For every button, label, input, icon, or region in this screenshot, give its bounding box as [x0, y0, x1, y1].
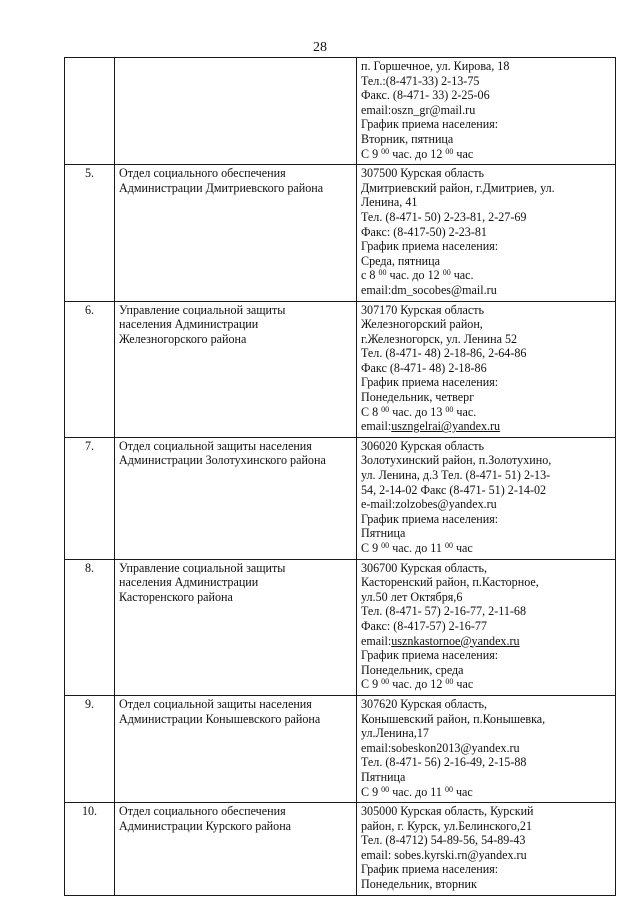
contact-text: С 9 [361, 677, 382, 692]
contact-text: email:dm_socobes@mail.ru [361, 282, 497, 297]
contact-text: 306700 Курская область, [361, 560, 488, 575]
contact-line [361, 361, 611, 376]
contact-line [361, 74, 611, 89]
row-number: 5. [65, 165, 115, 301]
contact-line [361, 390, 611, 405]
contact-line [361, 419, 611, 434]
organization-name-line: Управление социальной защиты [119, 302, 286, 317]
contact-line [361, 405, 611, 420]
contact-text: час. [450, 268, 474, 283]
contact-text: район, г. Курск, ул.Белинского,21 [361, 818, 532, 833]
time-minutes: 00 [378, 268, 387, 278]
organization-name [115, 58, 357, 165]
organization-name-line: населения Администрации [119, 317, 259, 332]
contact-line [361, 848, 611, 863]
contact-text: email:sobeskon2013@yandex.ru [361, 740, 520, 755]
time-minutes: 00 [445, 677, 454, 687]
contact-text: 306020 Курская область [361, 438, 485, 453]
row-number: 6. [65, 301, 115, 437]
contact-text: С 8 [361, 404, 382, 419]
row-number: 9. [65, 695, 115, 802]
contact-text: email: [361, 419, 392, 434]
contact-line [361, 195, 611, 210]
organization-name-line: Отдел социальной защиты населения [119, 438, 312, 453]
contact-text: email:oszn_gr@mail.ru [361, 102, 476, 117]
contact-line [361, 468, 611, 483]
contact-line [361, 210, 611, 225]
contact-details [357, 695, 616, 802]
contact-line [361, 181, 611, 196]
table-row [65, 58, 616, 165]
contact-text: час [453, 677, 474, 692]
contact-line [361, 453, 611, 468]
contact-line [361, 619, 611, 634]
contact-text: e-mail:zolzobes@yandex.ru [361, 497, 497, 512]
contact-text: Тел. (8-4712) 54-89-56, 54-89-43 [361, 833, 526, 848]
contact-text: Среда, пятница [361, 253, 440, 268]
contact-text: 305000 Курская область, Курский [361, 804, 534, 819]
contact-text: ул. Ленина, д.3 Тел. (8-471- 51) 2-13- [361, 468, 551, 483]
table-row [65, 803, 616, 896]
table-row [65, 437, 616, 559]
contact-text: Пятница [361, 526, 406, 541]
contact-details [357, 559, 616, 695]
contact-text: с 8 [361, 268, 379, 283]
contact-line [361, 254, 611, 269]
contact-line [361, 770, 611, 785]
contact-line [361, 785, 611, 800]
time-minutes: 00 [381, 146, 390, 156]
contact-text: Золотухинский район, п.Золотухино, [361, 453, 552, 468]
contact-line [361, 268, 611, 283]
time-minutes: 00 [444, 541, 453, 550]
contact-line [361, 833, 611, 848]
contact-text: Понедельник, среда [361, 662, 464, 677]
table-row [65, 165, 616, 301]
email-link[interactable]: uszngelrai@yandex.ru [391, 419, 501, 434]
contact-line [361, 697, 611, 712]
contact-text: Тел. (8-471- 48) 2-18-86, 2-64-86 [361, 346, 527, 361]
contact-text: Тел. (8-471- 50) 2-23-81, 2-27-69 [361, 209, 527, 224]
organization-name-line: Администрации Дмитриевского района [119, 180, 324, 195]
contact-line [361, 755, 611, 770]
contact-text: График приема населения: [361, 511, 499, 526]
contact-text: час. до 12 [386, 268, 443, 283]
time-minutes: 00 [444, 784, 453, 794]
row-number: 10. [65, 803, 115, 896]
contact-text: Дмитриевский район, г.Дмитриев, ул. [361, 180, 555, 195]
table-row [65, 559, 616, 695]
contact-text: п. Горшечное, ул. Кирова, 18 [361, 59, 510, 73]
organization-name-line: Отдел социального обеспечения [119, 166, 286, 181]
contact-text: час. до 11 [389, 541, 445, 555]
contact-text: График приема населения: [361, 862, 499, 877]
contact-text: Вторник, пятница [361, 131, 454, 146]
contact-text: ул.Ленина,17 [361, 726, 429, 741]
contact-line [361, 332, 611, 347]
contact-text: час [453, 146, 474, 161]
organization-name-line: населения Администрации [119, 575, 259, 590]
contact-text: час. [453, 404, 477, 419]
contact-text: 307500 Курская область [361, 166, 485, 181]
contact-line [361, 804, 611, 819]
contact-text: Железногорский район, [361, 317, 483, 332]
organization-name-line: Администрации Конышевского района [119, 711, 321, 726]
time-minutes: 00 [381, 541, 390, 550]
organization-name [115, 559, 357, 695]
contact-text: С 9 [361, 784, 382, 799]
contact-text: График приема населения: [361, 239, 499, 254]
contact-line [361, 283, 611, 298]
contact-line [361, 604, 611, 619]
contact-line [361, 663, 611, 678]
contact-line [361, 483, 611, 498]
contact-text: График приема населения: [361, 117, 499, 132]
contact-line [361, 648, 611, 663]
contact-line [361, 375, 611, 390]
table-row [65, 301, 616, 437]
contact-line [361, 561, 611, 576]
organization-name-line: Железногорского района [119, 331, 247, 346]
time-minutes: 00 [381, 404, 390, 414]
contact-line [361, 147, 611, 162]
contact-line [361, 239, 611, 254]
contact-line [361, 103, 611, 118]
contact-line [361, 317, 611, 332]
organization-name-line: Отдел социальной защиты населения [119, 696, 312, 711]
organization-name-line: Администрации Золотухинского района [119, 453, 326, 468]
contact-text: час. до 13 [389, 404, 446, 419]
contact-text: Касторенский район, п.Касторное, [361, 575, 539, 590]
table-row [65, 695, 616, 802]
contact-text: С 9 [361, 541, 382, 555]
time-minutes: 00 [445, 404, 454, 414]
contact-text: Тел.:(8-471-33) 2-13-75 [361, 73, 480, 88]
organization-name-line: Администрации Курского района [119, 818, 292, 833]
contact-details [357, 58, 616, 165]
contact-details [357, 437, 616, 559]
row-number [65, 58, 115, 165]
contact-line [361, 88, 611, 103]
time-minutes: 00 [381, 784, 390, 794]
contact-text: час. до 11 [389, 784, 445, 799]
contact-text: 307620 Курская область, [361, 696, 488, 711]
time-minutes: 00 [445, 146, 454, 156]
contact-text: email: [361, 633, 392, 648]
organization-name [115, 165, 357, 301]
contact-line [361, 303, 611, 318]
contact-line [361, 634, 611, 649]
contact-line [361, 346, 611, 361]
organization-name [115, 301, 357, 437]
contact-text: час. до 12 [389, 146, 446, 161]
organization-name-line: Отдел социального обеспечения [119, 804, 286, 819]
contact-text: Тел. (8-471- 56) 2-16-49, 2-15-88 [361, 755, 527, 770]
contacts-table [64, 57, 616, 896]
contact-line [361, 712, 611, 727]
contact-line [361, 512, 611, 527]
row-number: 7. [65, 437, 115, 559]
contact-text: ул.50 лет Октября,6 [361, 589, 463, 604]
contact-line [361, 677, 611, 692]
contact-line [361, 862, 611, 877]
time-minutes: 00 [381, 677, 390, 687]
contact-line [361, 132, 611, 147]
contact-line [361, 439, 611, 454]
contact-details [357, 165, 616, 301]
table-body [65, 58, 616, 896]
contact-text: email: sobes.kyrski.rn@yandex.ru [361, 847, 527, 862]
organization-name [115, 437, 357, 559]
contact-text: 54, 2-14-02 Факс (8-471- 51) 2-14-02 [361, 482, 547, 497]
contact-details [357, 301, 616, 437]
contact-line [361, 225, 611, 240]
email-link[interactable]: usznkastornoe@yandex.ru [391, 633, 520, 648]
contact-text: 307170 Курская область [361, 302, 485, 317]
contact-text: час [452, 541, 473, 555]
contact-line [361, 59, 611, 74]
contact-line [361, 877, 611, 892]
contact-line [361, 575, 611, 590]
organization-name-line: Касторенского района [119, 589, 233, 604]
row-number: 8. [65, 559, 115, 695]
contact-line [361, 590, 611, 605]
contact-line [361, 726, 611, 741]
contact-text: Факс (8-471- 48) 2-18-86 [361, 360, 487, 375]
time-minutes: 00 [442, 268, 451, 278]
contact-text: Конышевский район, п.Конышевка, [361, 711, 546, 726]
contact-text: Пятница [361, 769, 406, 784]
contact-details [357, 803, 616, 896]
organization-name [115, 803, 357, 896]
contact-text: Тел. (8-471- 57) 2-16-77, 2-11-68 [361, 604, 526, 619]
contact-text: Факс. (8-471- 33) 2-25-06 [361, 88, 490, 103]
contact-text: Факс: (8-417-50) 2-23-81 [361, 224, 487, 239]
contact-line [361, 117, 611, 132]
page-number: 28 [313, 40, 327, 55]
contact-text: час. до 12 [389, 677, 446, 692]
contact-line [361, 166, 611, 181]
contact-line [361, 819, 611, 834]
contact-text: Ленина, 41 [361, 195, 418, 210]
contact-text: Факс: (8-417-57) 2-16-77 [361, 618, 487, 633]
contact-line [361, 741, 611, 756]
contact-text: час [452, 784, 473, 799]
contact-line [361, 526, 611, 541]
contact-text: г.Железногорск, ул. Ленина 52 [361, 331, 518, 346]
contact-text: С 9 [361, 146, 382, 161]
organization-name-line: Управление социальной защиты [119, 560, 286, 575]
contact-text: Понедельник, четверг [361, 390, 475, 405]
contact-text: График приема населения: [361, 375, 499, 390]
contact-text: График приема населения: [361, 648, 499, 663]
contact-line [361, 497, 611, 512]
contact-text: Понедельник, вторник [361, 877, 477, 892]
contact-line [361, 541, 611, 556]
organization-name [115, 695, 357, 802]
